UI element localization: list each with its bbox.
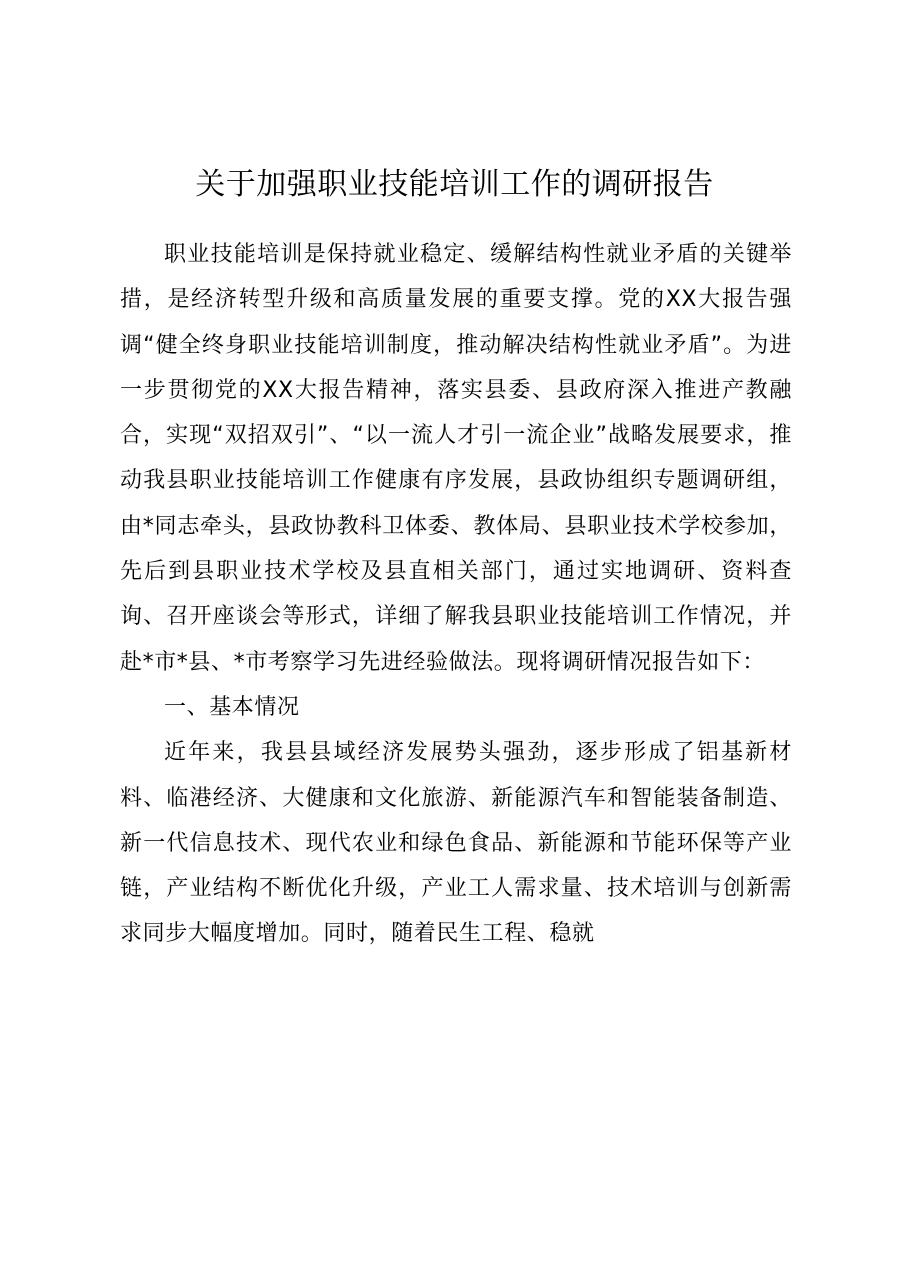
intro-paragraph: 职业技能培训是保持就业稳定、缓解结构性就业矛盾的关键举措，是经济转型升级和高质量发展的重要支撑。党的XX大报告强调“健全终身职业技能培训制度，推动解决结构性就业矛盾”。为进一步贯彻党的XX大报告精神，落实县委、县政府深入推进产教融合，实现“双招双引”、“以一流人才引一流企业”战略发展要求，推动我县职业技能培训工作健康有序发展，县政协组织专题调研组，由*同志牵头，县政协教科卫体委、教体局、县职业技术学校参加，先后到县职业技术学校及县直相关部门，通过实地调研、资料查询、召开座谈会等形式，详细了解我县职业技能培训工作情况，并赴*市*县、*市考察学习先进经验做法。现将调研情况报告如下：: [120, 242, 792, 675]
document-body: [120, 232, 792, 957]
basic-situation-paragraph: 近年来，我县县域经济发展势头强劲，逐步形成了铝基新材料、临港经济、大健康和文化旅游、新能源汽车和智能装备制造、新一代信息技术、现代农业和绿色食品、新能源和节能环保等产业链，产业结构不断优化升级，产业工人需求量、技术培训与创新需求同步大幅度增加。同时，随着民生工程、稳就: [120, 740, 792, 947]
section-heading: 一、基本情况: [164, 694, 300, 720]
document-title: 关于加强职业技能培训工作的调研报告: [195, 167, 714, 202]
